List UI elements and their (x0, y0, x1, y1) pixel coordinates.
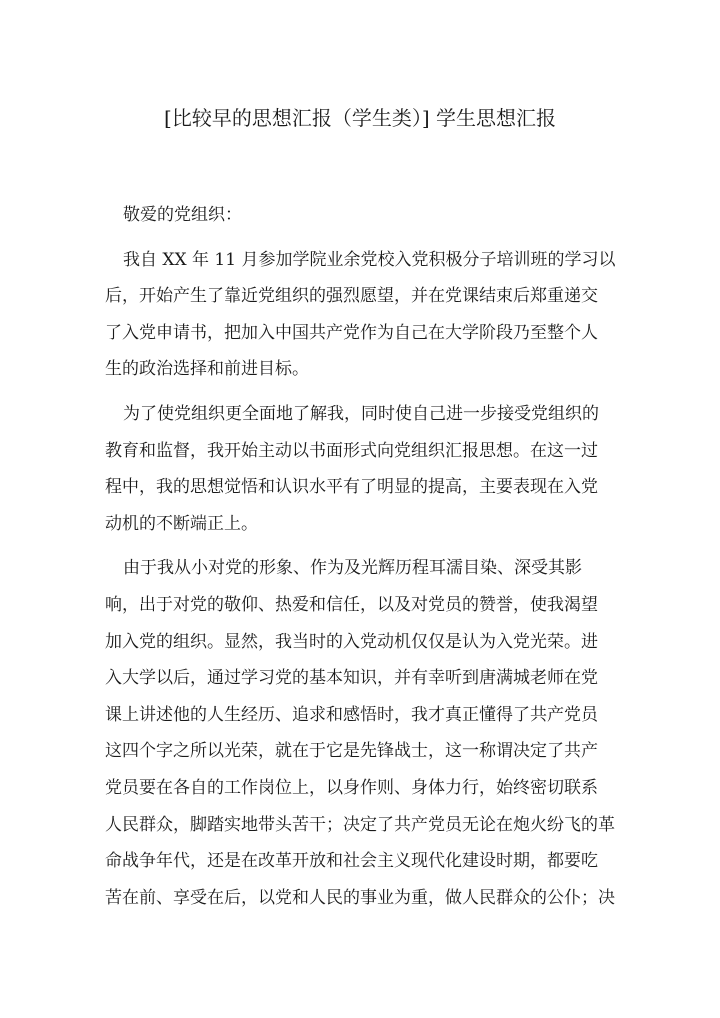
paragraph-line: 了入党申请书，把加入中国共产党作为自己在大学阶段乃至整个人 (105, 322, 598, 343)
paragraph-line: 动机的不断端正上。 (105, 513, 258, 534)
paragraph-line: 生的政治选择和前进目标。 (105, 359, 309, 380)
paragraph-line: 入大学以后，通过学习党的基本知识，并有幸听到唐满城老师在党 (105, 668, 598, 689)
paragraph-line: 命战争年代，还是在改革开放和社会主义现代化建设时期，都要吃 (105, 851, 598, 872)
paragraph-line: 加入党的组织。显然，我当时的入党动机仅仅是认为入党光荣。进 (105, 631, 598, 652)
paragraph-line: 党员要在各自的工作岗位上，以身作则、身体力行，始终密切联系 (105, 777, 598, 798)
paragraph-line: 这四个字之所以光荣，就在于它是先锋战士，这一称谓决定了共产 (105, 741, 598, 762)
paragraph-line: 后，开始产生了靠近党组织的强烈愿望，并在党课结束后郑重递交 (105, 286, 598, 307)
paragraph-1 (105, 242, 625, 388)
paragraph-line: 我自 XX 年 11 月参加学院业余党校入党积极分子培训班的学习以 (123, 249, 616, 270)
paragraph-line: 教育和监督，我开始主动以书面形式向党组织汇报思想。在这一过 (105, 440, 598, 461)
document-title: [比较早的思想汇报（学生类）] 学生思想汇报 (164, 106, 556, 130)
paragraph-line: 响，出于对党的敬仰、热爱和信任，以及对党员的赞誉，使我渴望 (105, 594, 598, 615)
paragraph-line: 人民群众，脚踏实地带头苦干；决定了共产党员无论在炮火纷飞的革 (105, 814, 615, 835)
paragraph-gap (105, 234, 625, 242)
paragraph-line: 程中，我的思想觉悟和认识水平有了明显的提高，主要表现在入党 (105, 477, 598, 498)
paragraph-gap (105, 388, 625, 396)
document-body (105, 197, 625, 916)
paragraph-2 (105, 396, 625, 542)
paragraph-line: 由于我从小对党的形象、作为及光辉历程耳濡目染、深受其影 (123, 558, 582, 579)
paragraph-line: 课上讲述他的人生经历、追求和感悟时，我才真正懂得了共产党员 (105, 704, 598, 725)
salutation: 敬爱的党组织： (123, 205, 242, 225)
paragraph-line: 为了使党组织更全面地了解我，同时使自己进一步接受党组织的 (123, 403, 599, 424)
paragraph-3 (105, 550, 625, 916)
paragraph-gap (105, 542, 625, 550)
paragraph-line: 苦在前、享受在后，以党和人民的事业为重，做人民群众的公仆；决 (105, 887, 615, 908)
